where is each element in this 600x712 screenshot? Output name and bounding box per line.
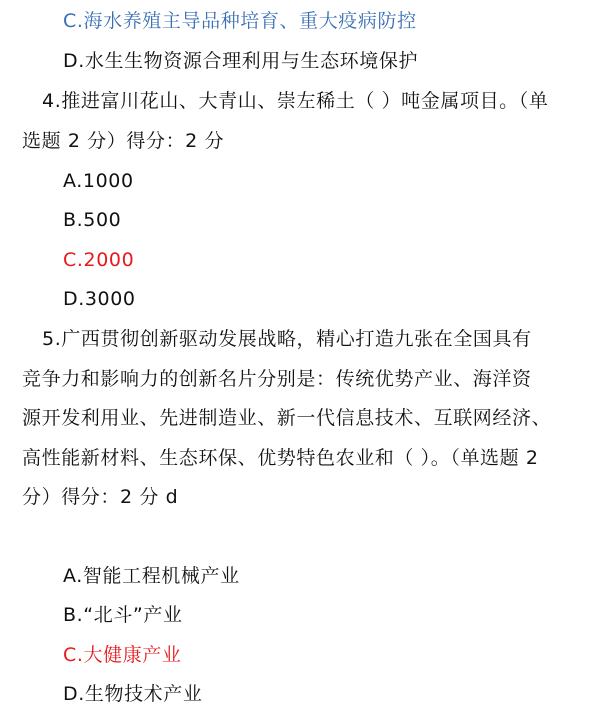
question-5-option-d: D.生物技术产业 — [63, 683, 203, 705]
question-4-option-c: C.2000 — [63, 249, 135, 271]
question-5-option-c: C.大健康产业 — [63, 644, 182, 666]
question-5-stem-line1: 5.广西贯彻创新驱动发展战略，精心打造九张在全国具有 — [42, 328, 532, 350]
prev-question-option-c: C.海水养殖主导品种培育、重大疫病防控 — [63, 10, 417, 32]
question-5-stem-line2: 竞争力和影响力的创新名片分别是：传统优势产业、海洋资 — [22, 368, 532, 390]
question-5-option-b: B.“北斗”产业 — [63, 604, 183, 626]
question-4-option-d: D.3000 — [63, 288, 136, 310]
question-5-stem-line5: 分）得分：2 分 d — [22, 486, 179, 508]
question-4-option-a: A.1000 — [63, 170, 134, 192]
question-5-stem-line3: 源开发利用业、先进制造业、新一代信息技术、互联网经济、 — [22, 407, 552, 429]
question-4-option-b: B.500 — [63, 209, 122, 231]
question-4-stem-line1: 4.推进富川花山、大青山、崇左稀土（ ）吨金属项目。（单 — [42, 90, 549, 112]
question-5-option-a: A.智能工程机械产业 — [63, 565, 240, 587]
prev-question-option-d: D.水生生物资源合理利用与生态环境保护 — [63, 50, 419, 72]
question-4-stem-line2: 选题 2 分）得分：2 分 — [22, 130, 225, 152]
question-5-stem-line4: 高性能新材料、生态环保、优势特色农业和（ ）。（单选题 2 — [22, 447, 539, 469]
